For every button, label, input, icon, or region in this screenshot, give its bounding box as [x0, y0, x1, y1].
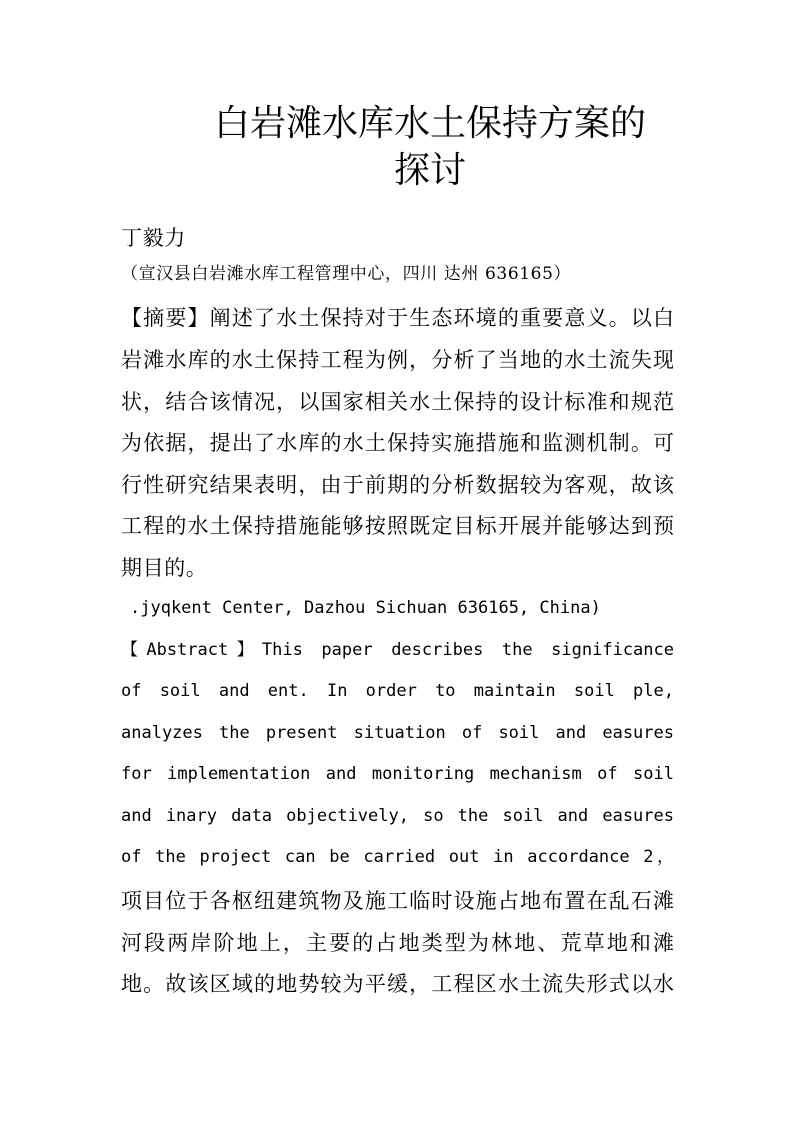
abstract-cn-line: 状，结合该情况，以国家相关水土保持的设计标准和规范: [121, 390, 674, 414]
abstract-cn-line: 为依据，提出了水库的水土保持实施措施和监测机制。可: [121, 431, 674, 455]
author-name: 丁毅力: [121, 226, 186, 250]
body-cn-line: 地。故该区域的地势较为平缓，工程区水土流失形式以水: [121, 972, 674, 996]
affiliation-en: .jyqkent Center, Dazhou Sichuan 636165, China): [130, 598, 601, 618]
abstract-en-line: of soil and ent. In order to maintain soil ple,: [121, 681, 674, 701]
document-title-line-1: 白岩滩水库水土保持方案的: [213, 103, 646, 144]
abstract-cn-line: 工程的水土保持措施能够按照既定目标开展并能够达到预: [121, 514, 674, 538]
abstract-en-line: of the project can be carried out in accordance 2，: [121, 847, 674, 867]
document-title-line-2: 探讨: [393, 150, 466, 191]
abstract-en-line: and inary data objectively, so the soil and easures: [121, 806, 674, 826]
abstract-en-line: for implementation and monitoring mechanism of soil: [121, 764, 674, 784]
abstract-en-line: 【Abstract】This paper describes the significance: [121, 640, 674, 660]
abstract-cn-line: 行性研究结果表明，由于前期的分析数据较为客观，故该: [121, 473, 674, 497]
abstract-cn-line: 岩滩水库的水土保持工程为例，分析了当地的水土流失现: [121, 348, 674, 372]
body-cn-line: 河段两岸阶地上，主要的占地类型为林地、荒草地和滩: [121, 931, 674, 955]
abstract-en-line: analyzes the present situation of soil and easures: [121, 723, 674, 743]
author-affiliation: （宣汉县白岩滩水库工程管理中心，四川 达州 636165）: [121, 264, 572, 284]
body-cn-line: 项目位于各枢纽建筑物及施工临时设施占地布置在乱石滩: [121, 889, 674, 913]
abstract-cn-line: 期目的。: [121, 556, 208, 580]
abstract-cn-line: 【摘要】阐述了水土保持对于生态环境的重要意义。以白: [121, 306, 674, 330]
